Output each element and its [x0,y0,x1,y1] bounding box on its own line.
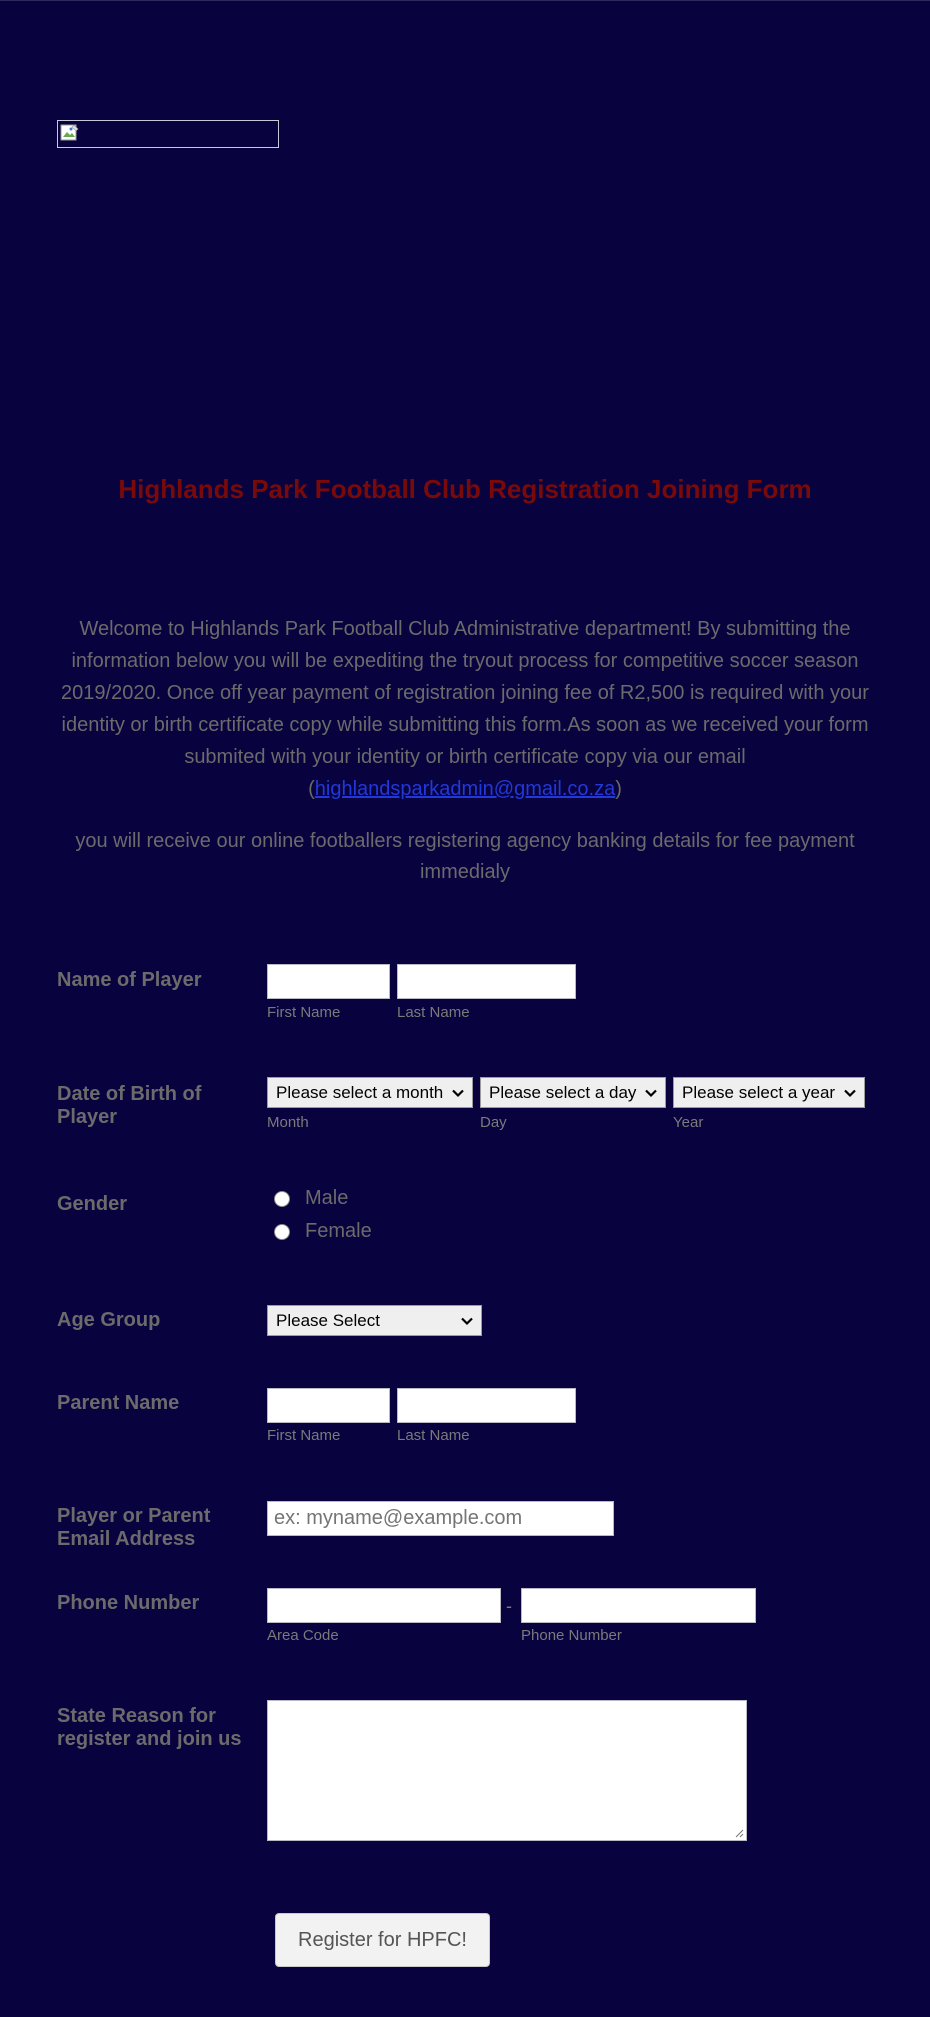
dob-month-select[interactable] [267,1077,473,1108]
phone-area-code-input[interactable] [267,1588,501,1623]
phone-separator: - [506,1596,512,1616]
phone-label: Phone Number [57,1592,200,1614]
player-first-name-input[interactable] [267,964,390,999]
parent-name-label: Parent Name [57,1392,180,1414]
player-first-name-sublabel: First Name [267,1004,341,1021]
parent-last-name-sublabel: Last Name [397,1427,470,1444]
phone-number-input[interactable] [521,1588,756,1623]
dob-day-value: Please select a day [489,1082,637,1102]
dob-day-sublabel: Day [480,1114,507,1131]
club-logo-image [57,120,279,148]
parent-last-name-input[interactable] [397,1388,576,1423]
gender-option-female[interactable] [274,1220,372,1243]
dob-month-sublabel: Month [267,1114,309,1131]
reason-label: State Reason for register and join us [57,1705,242,1750]
phone-area-code-sublabel: Area Code [267,1627,339,1644]
gender-label: Gender [57,1193,128,1215]
dob-year-select[interactable] [673,1077,865,1108]
chevron-down-icon [452,1087,464,1099]
dob-month-value: Please select a month [276,1082,444,1102]
intro-text-end: ) [615,778,622,800]
player-last-name-sublabel: Last Name [397,1004,470,1021]
male-radio[interactable] [274,1191,290,1207]
phone-number-sublabel: Phone Number [521,1627,622,1644]
resize-grip-icon[interactable] [734,1828,744,1838]
chevron-down-icon [844,1087,856,1099]
dob-year-value: Please select a year [682,1082,836,1102]
reason-textarea[interactable] [267,1700,747,1841]
female-radio-label: Female [305,1220,372,1242]
intro-text: Welcome to Highlands Park Football Club Administrative department! By submitting the information below you will be expediting the tryout process for competitive soccer season 2019/2020. Once off year payment of registration joining fee of R2,500 is required with your identity or birth certificate copy while submitting this form.As soon as we received your form submited with your identity or birth certificate copy via our email ( [61,618,869,800]
parent-first-name-sublabel: First Name [267,1427,341,1444]
broken-image-icon [60,124,80,142]
intro-paragraph [57,613,873,805]
register-submit-button[interactable]: Register for HPFC! [275,1913,490,1967]
banking-notice: you will receive our online footballers registering agency banking details for fee payment immedialy [75,830,855,883]
age-group-value: Please Select [276,1310,380,1330]
chevron-down-icon [645,1087,657,1099]
dob-day-select[interactable] [480,1077,666,1108]
player-name-label: Name of Player [57,969,202,991]
male-radio-label: Male [305,1187,349,1209]
page-title: Highlands Park Football Club Registration Joining Form [118,474,812,504]
parent-first-name-input[interactable] [267,1388,390,1423]
player-last-name-input[interactable] [397,964,576,999]
top-border [0,0,930,1]
gender-option-male[interactable] [274,1187,348,1210]
female-radio[interactable] [274,1224,290,1240]
email-label: Player or Parent Email Address [57,1505,211,1550]
dob-year-sublabel: Year [673,1114,704,1131]
age-group-select[interactable] [267,1305,482,1336]
email-input[interactable] [267,1501,614,1536]
admin-email-link[interactable]: highlandsparkadmin@gmail.co.za [314,778,616,800]
chevron-down-icon [461,1315,473,1327]
dob-label: Date of Birth of Player [57,1083,202,1128]
age-group-label: Age Group [57,1309,161,1331]
